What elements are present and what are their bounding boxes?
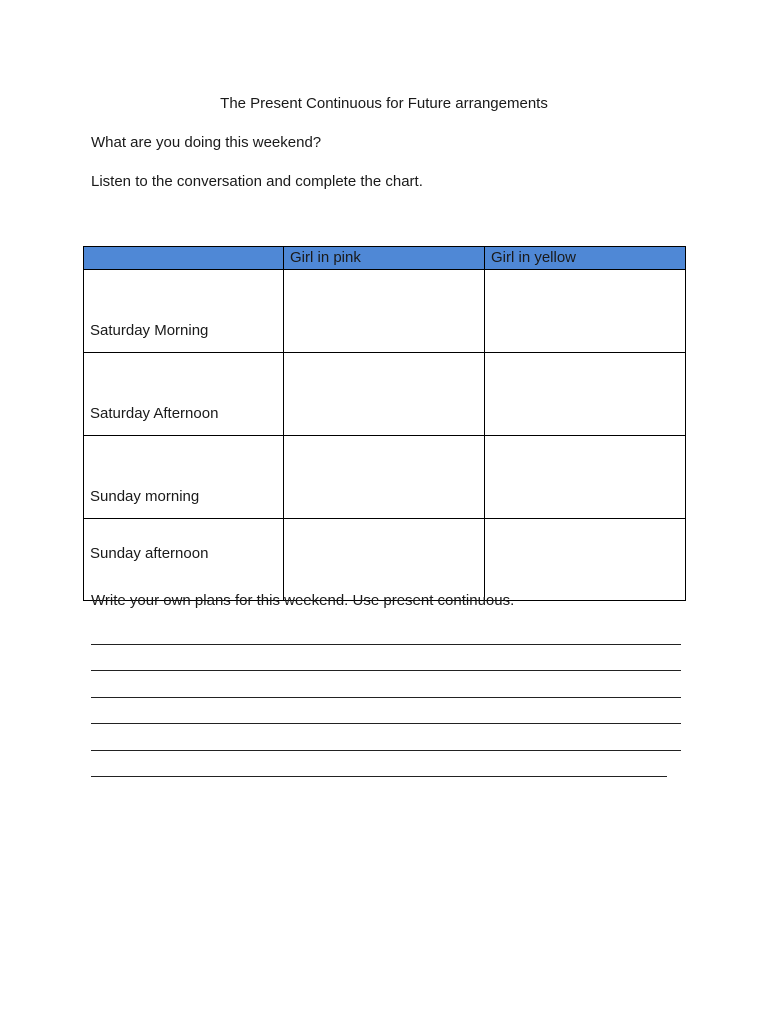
answer-cell-yellow[interactable]: [485, 353, 686, 436]
writing-line[interactable]: [91, 734, 681, 751]
weekend-chart-table: [83, 246, 686, 601]
answer-cell-pink[interactable]: [284, 353, 485, 436]
answer-cell-yellow[interactable]: [485, 519, 686, 601]
writing-lines: [91, 628, 681, 786]
row-label-saturday-morning: Saturday Morning: [84, 270, 284, 353]
row-label-saturday-afternoon: Saturday Afternoon: [84, 353, 284, 436]
writing-line[interactable]: [91, 760, 667, 777]
answer-cell-pink[interactable]: [284, 436, 485, 519]
header-cell-girl-in-yellow: Girl in yellow: [485, 247, 686, 270]
answer-cell-yellow[interactable]: [485, 436, 686, 519]
writing-line[interactable]: [91, 654, 681, 671]
row-label-sunday-afternoon: Sunday afternoon: [84, 519, 284, 601]
writing-line[interactable]: [91, 707, 681, 724]
writing-line[interactable]: [91, 681, 681, 698]
answer-cell-yellow[interactable]: [485, 270, 686, 353]
instruction-text: Listen to the conversation and complete the chart.: [91, 173, 423, 190]
chart-header-row: [84, 247, 686, 270]
table-row: [84, 353, 686, 436]
writing-line[interactable]: [91, 628, 681, 645]
answer-cell-pink[interactable]: [284, 519, 485, 601]
table-row: [84, 519, 686, 601]
table-row: [84, 270, 686, 353]
writing-prompt-text: Write your own plans for this weekend. Use present continuous.: [91, 592, 515, 609]
table-row: [84, 436, 686, 519]
question-text: What are you doing this weekend?: [91, 134, 322, 151]
header-cell-empty: [84, 247, 284, 270]
answer-cell-pink[interactable]: [284, 270, 485, 353]
row-label-sunday-morning: Sunday morning: [84, 436, 284, 519]
header-cell-girl-in-pink: Girl in pink: [284, 247, 485, 270]
worksheet-title: The Present Continuous for Future arrangements: [220, 95, 548, 112]
